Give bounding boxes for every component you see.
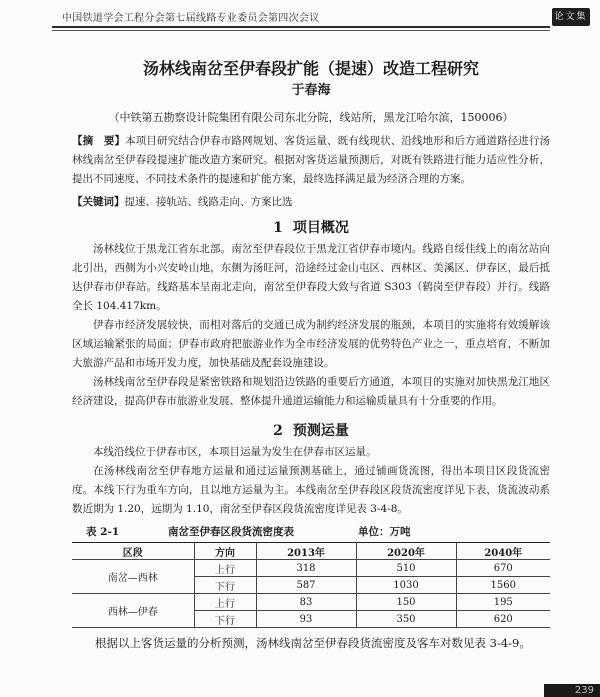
table-header-cell: 2013年 bbox=[256, 543, 356, 560]
keywords bbox=[72, 193, 550, 212]
paragraph: 本线沿线位于伊春市区，本项目运量为发生在伊春市区运量。 bbox=[93, 446, 377, 458]
segment-cell: 西林—伊春 bbox=[72, 594, 194, 628]
table-row bbox=[72, 594, 550, 611]
table-title: 南岔至伊春区段货流密度表 bbox=[168, 526, 294, 538]
table-caption bbox=[72, 523, 550, 542]
value-cell: 93 bbox=[256, 611, 356, 628]
direction-cell: 上行 bbox=[194, 594, 256, 611]
value-cell: 150 bbox=[356, 594, 456, 611]
value-cell: 1560 bbox=[456, 577, 550, 594]
abstract-label: 【摘 要】 bbox=[72, 135, 126, 147]
direction-cell: 下行 bbox=[194, 577, 256, 594]
keywords-text: 提速、接轨站、线路走向、方案比选 bbox=[124, 196, 293, 208]
table-unit: 单位：万吨 bbox=[358, 526, 411, 538]
paragraph: 汤林线南岔至伊春段是紧密铁路和规划沿边铁路的重要后方通道，本项目的实施对加快黑龙江地区经济建设，提高伊春市旅游业发展、整体提升通道运输能力和运输质量具有十分重要的作用。 bbox=[72, 376, 550, 407]
paper-title: 汤林线南岔至伊春段扩能（提速）改造工程研究 bbox=[142, 59, 479, 78]
paragraph: 伊春市经济发展较快，而相对落后的交通已成为制约经济发展的瓶颈，本项目的实施将有效缓解该区域运输紧张的局面；伊春市政府把旅游业作为全市经济发展的优势特色产业之一，重点培育，不断加大旅游产品和市场开发力度，加快基础及配套设施建设。 bbox=[72, 319, 550, 369]
freight-density-table bbox=[72, 542, 550, 628]
value-cell: 195 bbox=[456, 594, 550, 611]
table-header-row bbox=[72, 543, 550, 560]
value-cell: 670 bbox=[456, 560, 550, 577]
value-cell: 83 bbox=[256, 594, 356, 611]
paragraph: 在汤林线南岔至伊春地方运量和通过运量预测基础上，通过铺画货流图，得出本项目区段货流密度。本线下行为重车方向，且以地方运量为主。本线南岔至伊春段区段货流密度详见下表，货流波动系数近期为 1.20，远期为 1.10，南岔至伊春区段货流密度详见表 3-4-8。 bbox=[72, 465, 550, 515]
table-header-cell: 方向 bbox=[194, 543, 256, 560]
table-number: 表 2-1 bbox=[86, 526, 120, 538]
paragraph: 汤林线位于黑龙江省东北部。南岔至伊春段位于黑龙江省伊春市境内。线路自绥佳线上的南岔站向北引出，西侧为小兴安岭山地，东侧为汤旺河，沿途经过金山屯区、西林区、美溪区、伊春区，最后抵达伊春市伊春站。线路基本呈南北走向，南岔至伊春段大致与省道 S303（鹤岗至伊春段）并行。线路全长 104.417km。 bbox=[72, 243, 550, 312]
closing-paragraph: 根据以上客货运量的分析预测，汤林线南岔至伊春段货流密度及客车对数见表 3-4-9。 bbox=[95, 636, 531, 650]
paper-body bbox=[72, 58, 550, 653]
value-cell: 318 bbox=[256, 560, 356, 577]
section-number: 2 bbox=[273, 423, 283, 439]
table-header-cell: 2040年 bbox=[456, 543, 550, 560]
keywords-label: 【关键词】 bbox=[72, 196, 125, 208]
table-header-cell: 区段 bbox=[72, 543, 194, 560]
value-cell: 1030 bbox=[356, 577, 456, 594]
section-heading-1 bbox=[72, 216, 550, 240]
value-cell: 587 bbox=[256, 577, 356, 594]
author-affiliation: （中铁第五勘察设计院集团有限公司东北分院，线站所，黑龙江哈尔滨，150006） bbox=[108, 111, 514, 124]
section-heading-2 bbox=[72, 419, 550, 443]
direction-cell: 下行 bbox=[194, 611, 256, 628]
table-row bbox=[72, 560, 550, 577]
header-rule-thick bbox=[52, 26, 550, 28]
conference-title: 中国铁道学会工程分会第七届线路专业委员会第四次会议 bbox=[62, 13, 320, 24]
value-cell: 510 bbox=[356, 560, 456, 577]
value-cell: 620 bbox=[456, 611, 550, 628]
header-rule-thin bbox=[52, 30, 550, 31]
page-number: 239 bbox=[544, 684, 600, 697]
segment-cell: 南岔—西林 bbox=[72, 560, 194, 594]
direction-cell: 上行 bbox=[194, 560, 256, 577]
section-title: 预测运量 bbox=[292, 423, 349, 439]
proceedings-badge: 论文集 bbox=[552, 8, 590, 26]
section-title: 项目概况 bbox=[292, 220, 349, 236]
abstract bbox=[72, 132, 550, 189]
table-header-cell: 2020年 bbox=[356, 543, 456, 560]
paper-author: 于春海 bbox=[291, 83, 331, 98]
section-number: 1 bbox=[273, 220, 283, 236]
value-cell: 350 bbox=[356, 611, 456, 628]
abstract-text: 本项目研究结合伊春市路网规划、客货运量、既有线现状、沿线地形和后方通道路径进行汤林线南岔至伊春段提速扩能改造方案研究。根据对客货运量预测后，对既有铁路进行能力适应性分析，提出不同速度、不同技术条件的提速和扩能方案，最终选择满足最为经济合理的方案。 bbox=[72, 135, 550, 185]
running-header bbox=[0, 0, 600, 34]
